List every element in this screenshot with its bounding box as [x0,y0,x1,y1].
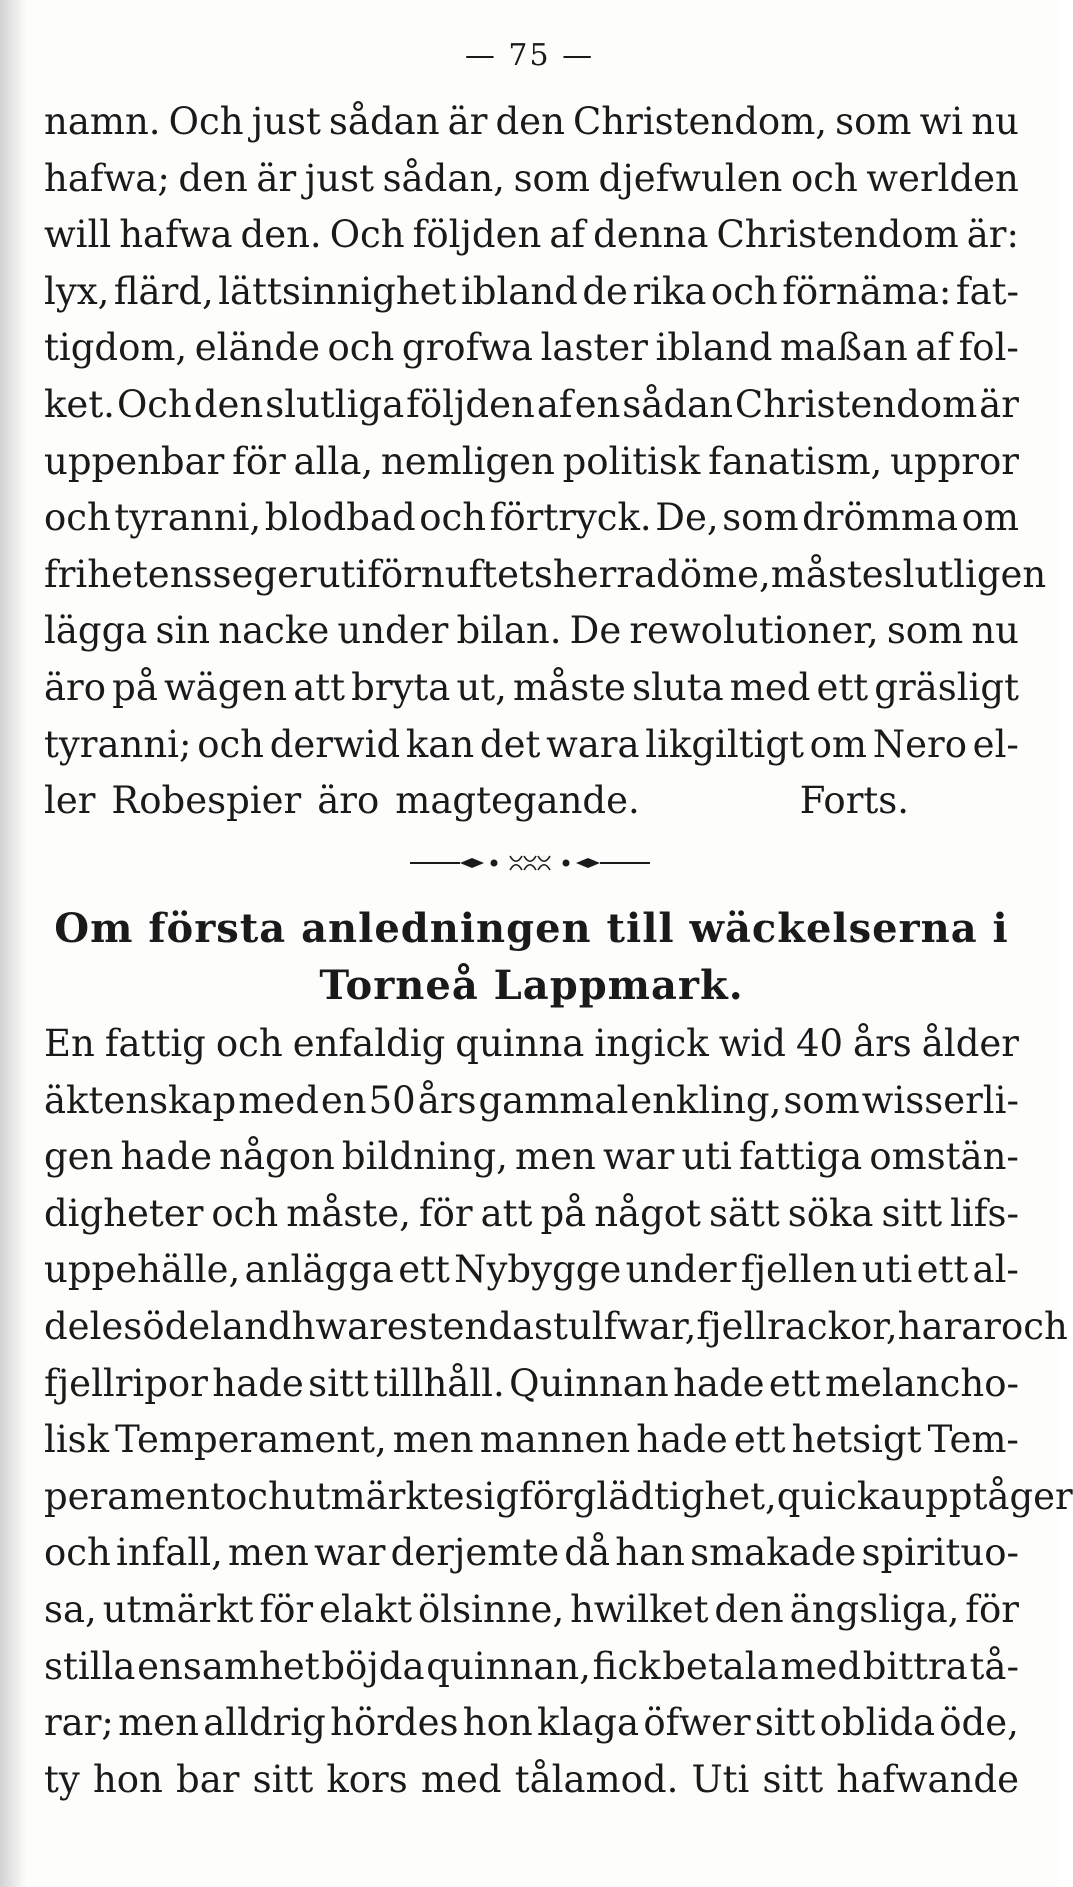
word: men [392,1418,474,1462]
word: det [479,722,541,766]
text-line [44,1242,1019,1299]
word: hafwande [836,1757,1019,1801]
word: fattig [104,1022,206,1065]
word: denna [593,213,709,257]
word: då [564,1531,611,1575]
word: just [251,100,321,143]
word: och [44,1531,111,1575]
text-line [44,1186,1019,1243]
word: derwid [269,722,401,766]
word: werlden [866,156,1019,200]
word: seger [212,552,317,596]
word: någon [219,1135,335,1179]
word: flärd, [113,269,214,313]
word: kan [405,722,475,766]
word: infall, [116,1531,223,1575]
continuation-note: Forts. [799,779,909,823]
word: uti [861,1248,913,1292]
word: ensamhet [137,1644,320,1688]
word: ängsliga, [789,1587,960,1631]
word: hon [462,1701,533,1745]
word: maßan [779,326,908,370]
word: på [540,1191,587,1235]
word: hade [212,1361,304,1405]
word: De [569,609,622,653]
word: förnuftets [367,552,553,596]
word: sådan [622,382,733,426]
word: mannen [479,1418,631,1462]
word: En [44,1022,95,1065]
word: just [304,156,374,200]
word: namn. [44,100,161,143]
word: fattiga [739,1135,863,1179]
text-line [44,1073,1019,1130]
word: uppenbar [44,439,225,483]
word: sitt [754,1701,816,1745]
word: tå- [969,1644,1019,1688]
word: tigdom, [44,326,188,370]
word: är [447,100,488,143]
word: hördes [330,1701,459,1745]
word: af [536,382,573,426]
word: måste [770,552,884,596]
word: äktenskap [44,1078,237,1122]
word: quinnan, [426,1644,591,1688]
word: upptåger [901,1474,1073,1518]
word: glädtighet, [572,1474,777,1518]
text-line [44,207,1019,264]
word: är [979,382,1019,426]
word: enkling, [630,1078,782,1122]
word: hade [673,1361,765,1405]
word: och [211,1191,279,1235]
word: 50 [368,1078,416,1122]
word: hwilket [570,1587,709,1631]
word: hetsigt [791,1418,922,1462]
word: ett [916,1248,969,1292]
word: Quinnan [509,1361,669,1405]
word: spirituo- [861,1531,1019,1575]
word: Nybygge [454,1248,622,1292]
word: rewolutioner, [629,609,879,653]
word: sig [464,1474,520,1518]
word: lättsinnighet [218,269,457,313]
text-line [44,603,1019,660]
word: rar; [44,1701,114,1745]
word: äro [44,665,107,709]
word: utmärkt [102,1587,254,1631]
word: al- [972,1248,1019,1292]
word: ler [44,779,96,823]
word: på [112,665,158,709]
word: och [44,496,111,540]
word: betala [662,1644,779,1688]
text-line-last [44,773,1019,830]
word: ölsinne, [417,1587,565,1631]
word: nemligen [380,439,555,483]
word: ingick [594,1022,709,1065]
word: och [790,156,858,200]
word: kors [326,1757,408,1801]
word: måste, [286,1191,411,1235]
word: för [519,1474,573,1518]
word: will [44,213,112,257]
word: wid [718,1022,786,1065]
word: uppehälle, [44,1248,241,1292]
word: tillhåll. [373,1361,505,1405]
word: sådan, [382,156,505,200]
word: han [615,1531,685,1575]
word: fol- [958,326,1019,370]
word: Tem- [927,1418,1019,1462]
text-line [44,1299,1068,1356]
article-heading-line-2: Torneå Lappmark. [319,962,744,1009]
word: Christendom [716,213,959,257]
word: elände [194,326,320,370]
word: af [549,213,586,257]
word: fanatism, [708,439,883,483]
word: ett [733,1418,786,1462]
word: om [961,496,1019,540]
text-line [44,660,1019,717]
word: de [582,269,628,313]
text-line [44,320,1019,377]
word: med [780,1644,862,1688]
word: den [495,100,565,143]
word: för [418,1191,473,1235]
article-continuation-text [44,94,1047,830]
word: lägga [44,609,148,653]
text-line [44,377,1019,434]
word: öfwer [643,1701,751,1745]
word: med [729,665,811,709]
word: något [594,1191,701,1235]
text-line [44,1695,1019,1752]
word: derjemte [390,1531,560,1575]
article-heading-line-1: Om första anledningen till wäckelserna i [54,905,1009,952]
word: Christendom, [573,100,828,143]
word: grofwa [401,326,533,370]
word: hafwa [119,213,233,257]
word: hade [636,1418,728,1462]
word: sitt [762,1757,824,1801]
word: sluta [632,665,724,709]
word: för [965,1587,1019,1631]
word: att [480,1191,533,1235]
word: uppror [890,439,1019,483]
word: böjda [321,1644,425,1688]
word: ulfwar, [567,1304,697,1348]
word: De, [655,496,719,540]
word: laster [540,326,648,370]
word: lyx, [44,269,110,313]
word: sitt [308,1361,369,1405]
word: ett [768,1361,821,1405]
word: nacke [218,609,330,653]
text-line [44,264,1019,321]
text-line [44,1129,1019,1186]
word: och [225,1474,292,1518]
text-line [44,151,1019,208]
word: quinna [455,1022,585,1065]
word: fat- [955,269,1019,313]
word: rika [632,269,707,313]
word: utmärkte [291,1474,465,1518]
text-line [44,547,1047,604]
word: nu [971,609,1019,653]
word: endast [442,1304,568,1348]
word: elakt [318,1587,413,1631]
word: den [193,382,264,426]
word: herradöme, [552,552,771,596]
word: ett [816,665,869,709]
word: likgiltigt [645,722,804,766]
word: förnäma: [782,269,952,313]
typographic-dash-ornament-icon [400,851,660,875]
text-line [44,434,1019,491]
word: war [314,1531,386,1575]
word: under [625,1248,737,1292]
text-line [44,1752,1019,1809]
word: deles [44,1304,143,1348]
word: och [327,326,395,370]
word: hon [92,1757,163,1801]
text-line [44,1469,1073,1526]
word: slutligen [883,552,1047,596]
word: digheter [44,1191,204,1235]
word: fjellrackor, [696,1304,898,1348]
word: lifs- [950,1191,1019,1235]
word: som [722,496,799,540]
word: den [714,1587,784,1631]
word: drömma [802,496,959,540]
word: lisk [44,1418,110,1462]
word: sätt [708,1191,780,1235]
word: klaga [536,1701,640,1745]
word: fjellen [740,1248,858,1292]
word: är: [966,213,1019,257]
word: nu [971,100,1019,143]
page-gutter-shadow [0,0,26,1887]
word: om [809,722,868,766]
word: ett [398,1248,450,1292]
word: bildning, [341,1135,508,1179]
word: tyranni; [44,722,192,766]
word: års [853,1022,912,1065]
word: som [513,156,590,200]
text-line [44,1582,1019,1639]
word: Och [168,100,244,143]
article-body-text [44,1016,1073,1808]
word: ket. [44,382,115,426]
word: Robespier [111,779,302,823]
text-line [44,717,1019,774]
word: frihetens [44,552,213,596]
word: wi [919,100,964,143]
word: stilla [44,1644,136,1688]
word: war [602,1135,675,1179]
word: enfaldig [292,1022,446,1065]
word: tyranni, [114,496,262,540]
word: för [232,439,286,483]
word: Temperament, [115,1418,387,1462]
text-line [44,1525,1019,1582]
word: Uti [691,1757,750,1801]
word: som [835,100,912,143]
word: följden [406,382,535,426]
word: den. [240,213,322,257]
word: wisserli- [861,1078,1019,1122]
text-line [44,1639,1019,1696]
word: sa, [44,1587,97,1631]
word: bittra [862,1644,968,1688]
word: Nero [872,722,967,766]
text-line [44,94,1019,151]
word: och [197,722,265,766]
word: 40 [795,1022,844,1065]
word: hwarest [291,1304,443,1348]
word: års [417,1078,477,1122]
word: förtryck. [489,496,652,540]
word: en [574,382,621,426]
word: uti [681,1135,733,1179]
word: gammal [478,1078,629,1122]
word: men [118,1701,199,1745]
word: hafwa; [44,156,170,200]
word: bryta [351,665,451,709]
word: men [515,1135,596,1179]
word: slutliga [265,382,405,426]
word: oblida [819,1701,936,1745]
word: gen [44,1135,114,1179]
word: alla, [293,439,374,483]
word: perament [44,1474,226,1518]
word: ut, [456,665,507,709]
word: sitt [252,1757,314,1801]
word: är [256,156,297,200]
word: fjellripor [44,1361,208,1405]
word: sådan [328,100,440,143]
word: alldrig [203,1701,326,1745]
word: quicka [776,1474,902,1518]
word: anlägga [244,1248,394,1292]
word: hade [120,1135,213,1179]
word: melancho- [824,1361,1019,1405]
word: ödeland [142,1304,292,1348]
word: att [293,665,346,709]
word: omstän- [869,1135,1019,1179]
word: och [419,496,487,540]
text-line [44,1412,1019,1469]
word: uti [316,552,368,596]
word: följden [412,213,542,257]
word: ibland [460,269,578,313]
page-number: — 75 — [464,38,595,73]
word: sitt [881,1191,943,1235]
word: en [320,1078,367,1122]
word: och [710,269,778,313]
word: gräsligt [874,665,1019,709]
word: blodbad [264,496,416,540]
word: söka [787,1191,874,1235]
word: som [886,609,964,653]
word: fick [592,1644,661,1688]
word: smakade [690,1531,857,1575]
word: ty [44,1757,80,1801]
text-line [44,1356,1019,1413]
word: men [228,1531,309,1575]
word: och [215,1022,283,1065]
text-line [44,490,1019,547]
word: måste [513,665,626,709]
word: ibland [655,326,773,370]
word: äro [317,779,380,823]
word: tålamod. [514,1757,679,1801]
word: den [178,156,248,200]
word: bar [176,1757,240,1801]
section-divider-ornament [0,851,1059,875]
word: ålder [921,1022,1019,1065]
word: wara [546,722,640,766]
text-line [44,1016,1019,1073]
word: el- [972,722,1019,766]
word: öde, [939,1701,1019,1745]
word: bilan. [456,609,562,653]
word: och [1001,1304,1068,1348]
word: som [783,1078,860,1122]
word: Och [329,213,405,257]
word: Och [116,382,192,426]
word: magtegande. [395,779,640,823]
word: med [420,1757,502,1801]
word: af [915,326,952,370]
word: Christendom [734,382,978,426]
word: wägen [164,665,288,709]
word: för [259,1587,314,1631]
word: under [337,609,449,653]
word: harar [897,1304,1001,1348]
word: politisk [562,439,701,483]
word: med [238,1078,319,1122]
word: djefwulen [598,156,783,200]
word: sin [155,609,211,653]
